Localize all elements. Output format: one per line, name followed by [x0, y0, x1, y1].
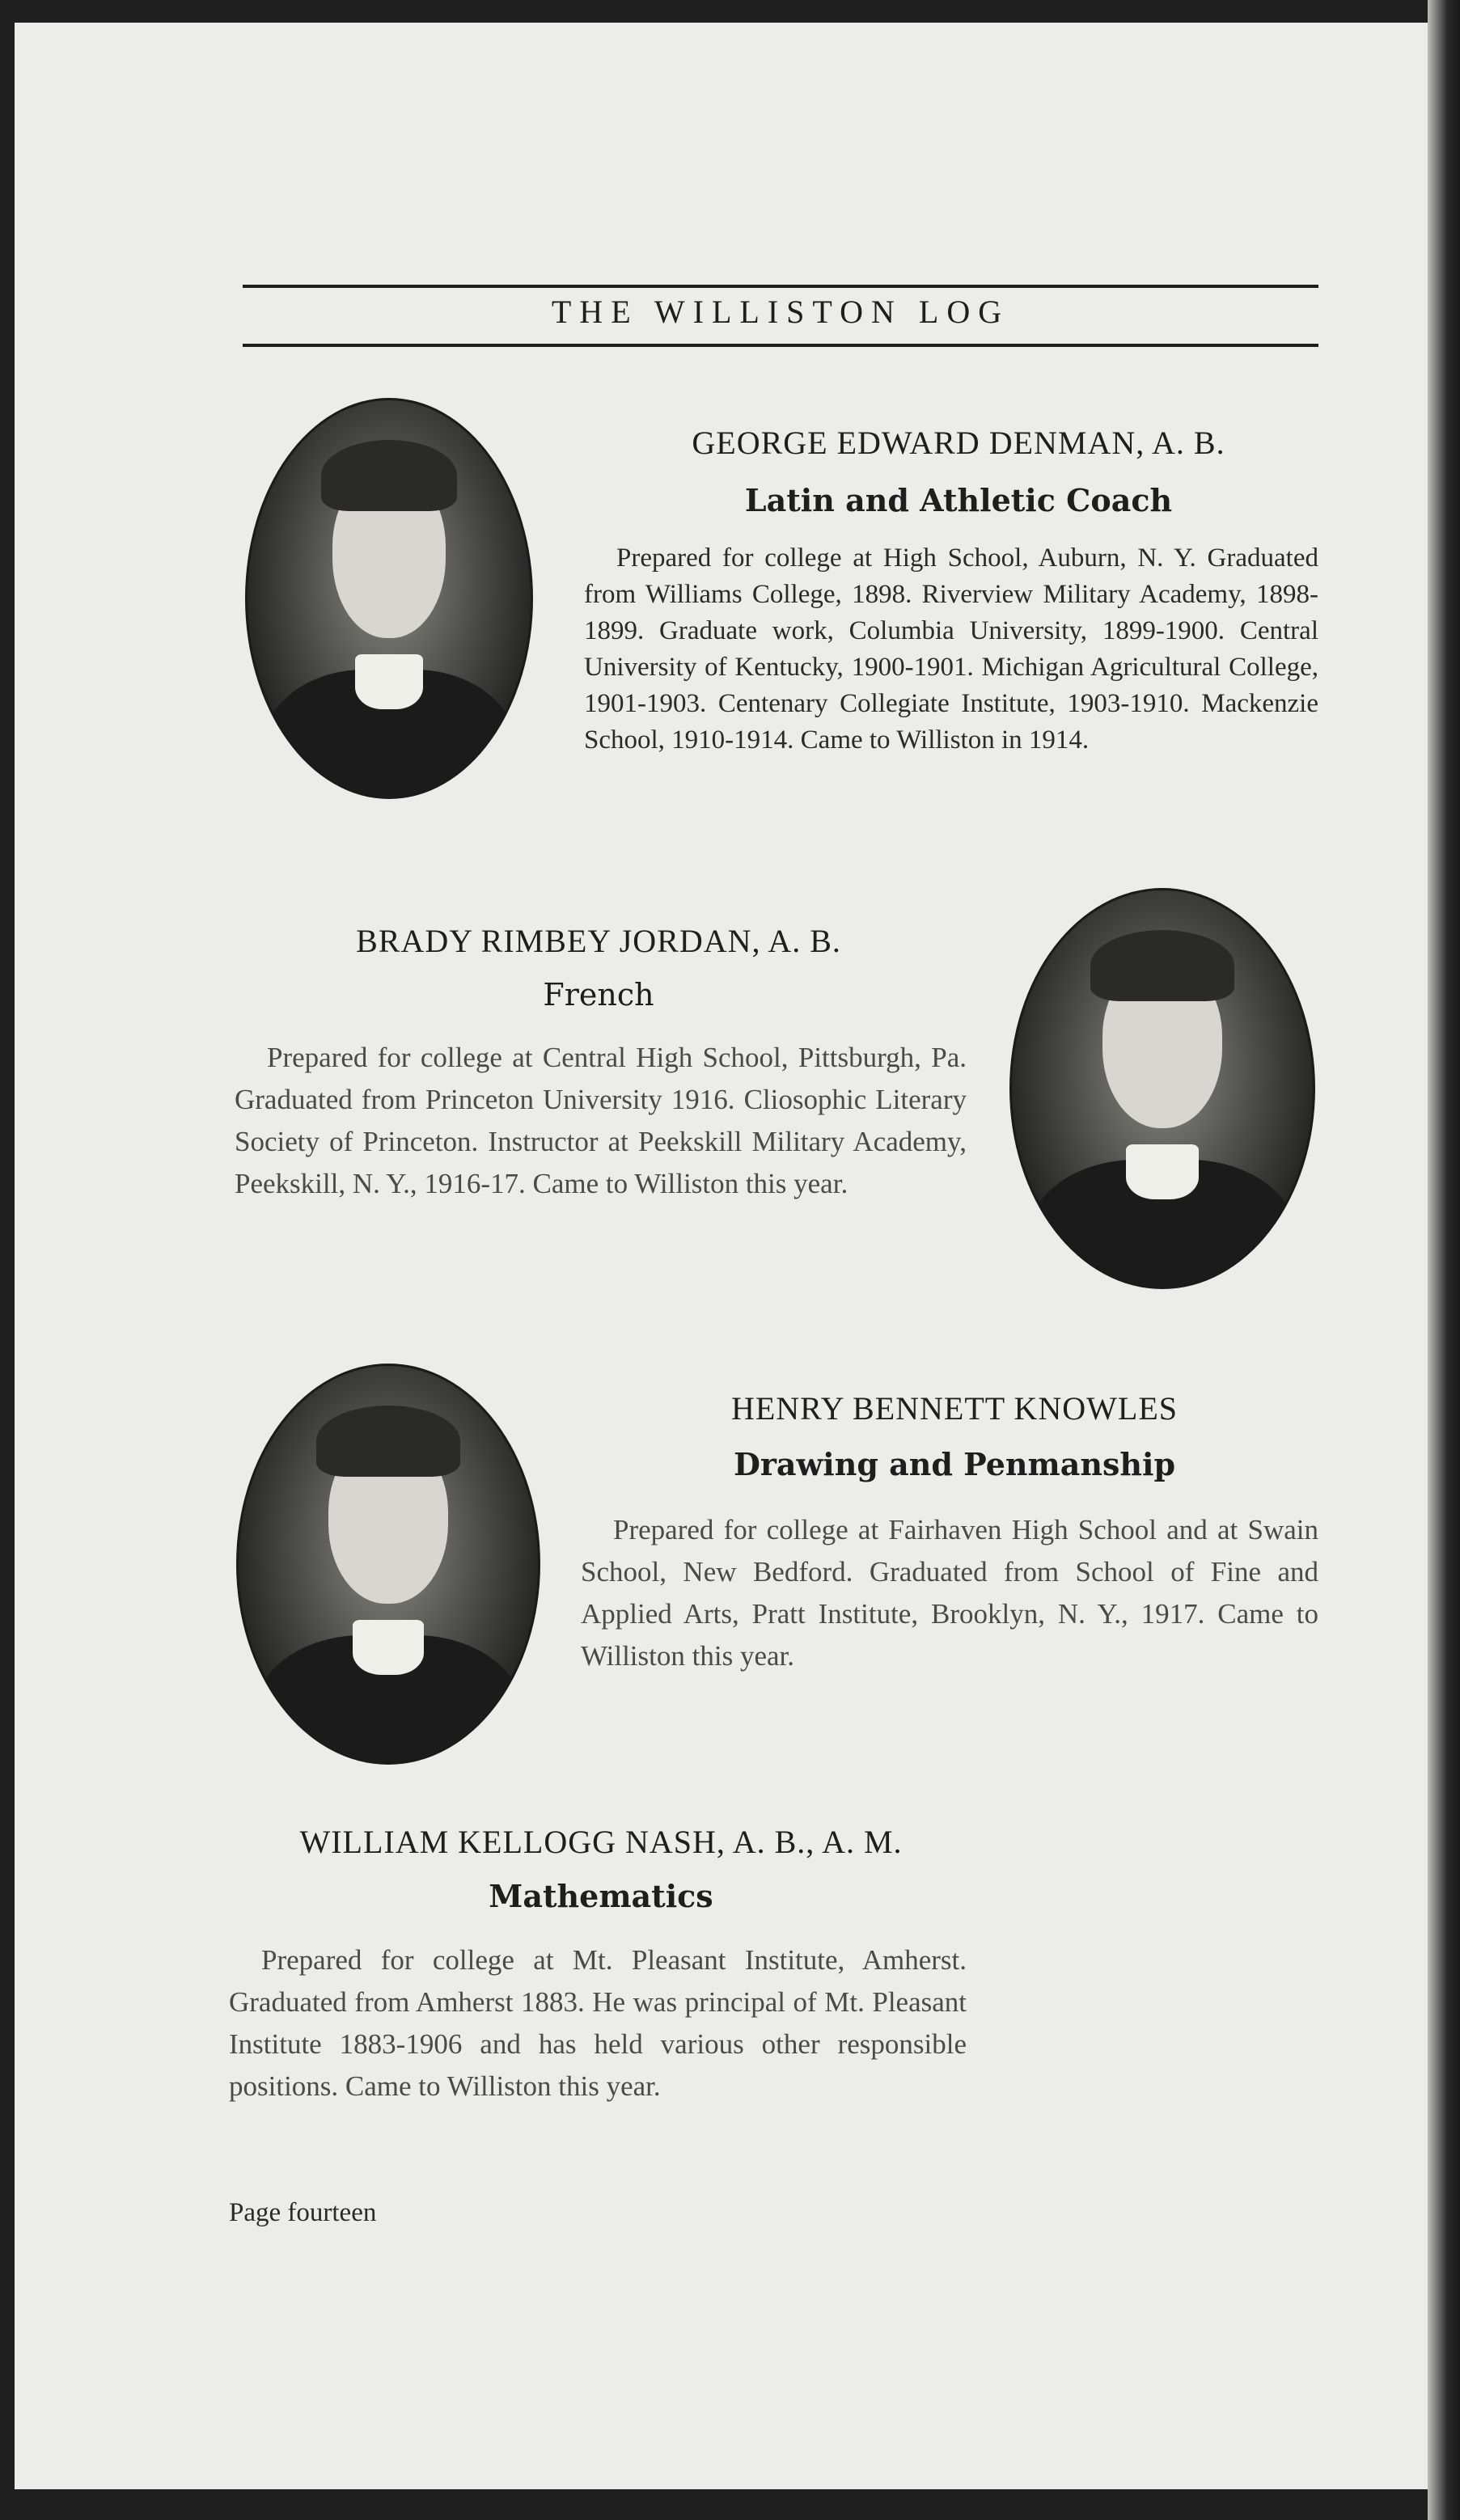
faculty-bio: Prepared for college at Fairhaven High School and at Swain School, New Bedford. Graduated from School of Fine and Applied Arts, Pratt Institute, Brooklyn, N. Y., 1917. Came to Williston this year.: [581, 1514, 1318, 1672]
faculty-subject: French: [543, 977, 654, 1013]
portrait-denman: [245, 398, 533, 799]
header-rule-bottom: [243, 344, 1318, 347]
portrait-jordan: [1009, 888, 1315, 1289]
page-number: Page fourteen: [229, 2198, 377, 2227]
faculty-name: BRADY RIMBEY JORDAN, A. B.: [356, 923, 841, 959]
faculty-bio: Prepared for college at Mt. Pleasant Institute, Amherst. Graduated from Amherst 1883. He was principal of Mt. Pleasant Institute 1883-1906 and has held various other responsible positions. Came to Williston this year.: [229, 1944, 967, 2102]
book-edge: [1428, 0, 1460, 2520]
running-header: THE WILLISTON LOG: [551, 294, 1010, 330]
faculty-bio: Prepared for college at High School, Auburn, N. Y. Graduated from Williams College, 1898. Riverview Military Academy, 1898-1899. Graduate work, Columbia University, 1899-1900. Central University of Kentucky, 1900-1901. Michigan Agricultural College, 1901-1903. Centenary Collegiate Institute, 1903-1910. Mackenzie School, 1910-1914. Came to Williston in 1914.: [584, 543, 1318, 755]
faculty-subject: Latin and Athletic Coach: [744, 482, 1173, 518]
faculty-name: WILLIAM KELLOGG NASH, A. B., A. M.: [299, 1824, 903, 1860]
portrait-knowles: [236, 1364, 540, 1765]
faculty-name: GEORGE EDWARD DENMAN, A. B.: [692, 425, 1225, 461]
faculty-bio: Prepared for college at Central High School, Pittsburgh, Pa. Graduated from Princeton University 1916. Cliosophic Literary Society of Princeton. Instructor at Peekskill Military Academy, Peekskill, N. Y., 1916-17. Came to Williston this year.: [235, 1042, 967, 1199]
faculty-subject: Drawing and Penmanship: [733, 1446, 1176, 1482]
header-rule-top: [243, 285, 1318, 288]
faculty-name: HENRY BENNETT KNOWLES: [730, 1390, 1179, 1427]
faculty-subject: Mathematics: [489, 1878, 713, 1914]
